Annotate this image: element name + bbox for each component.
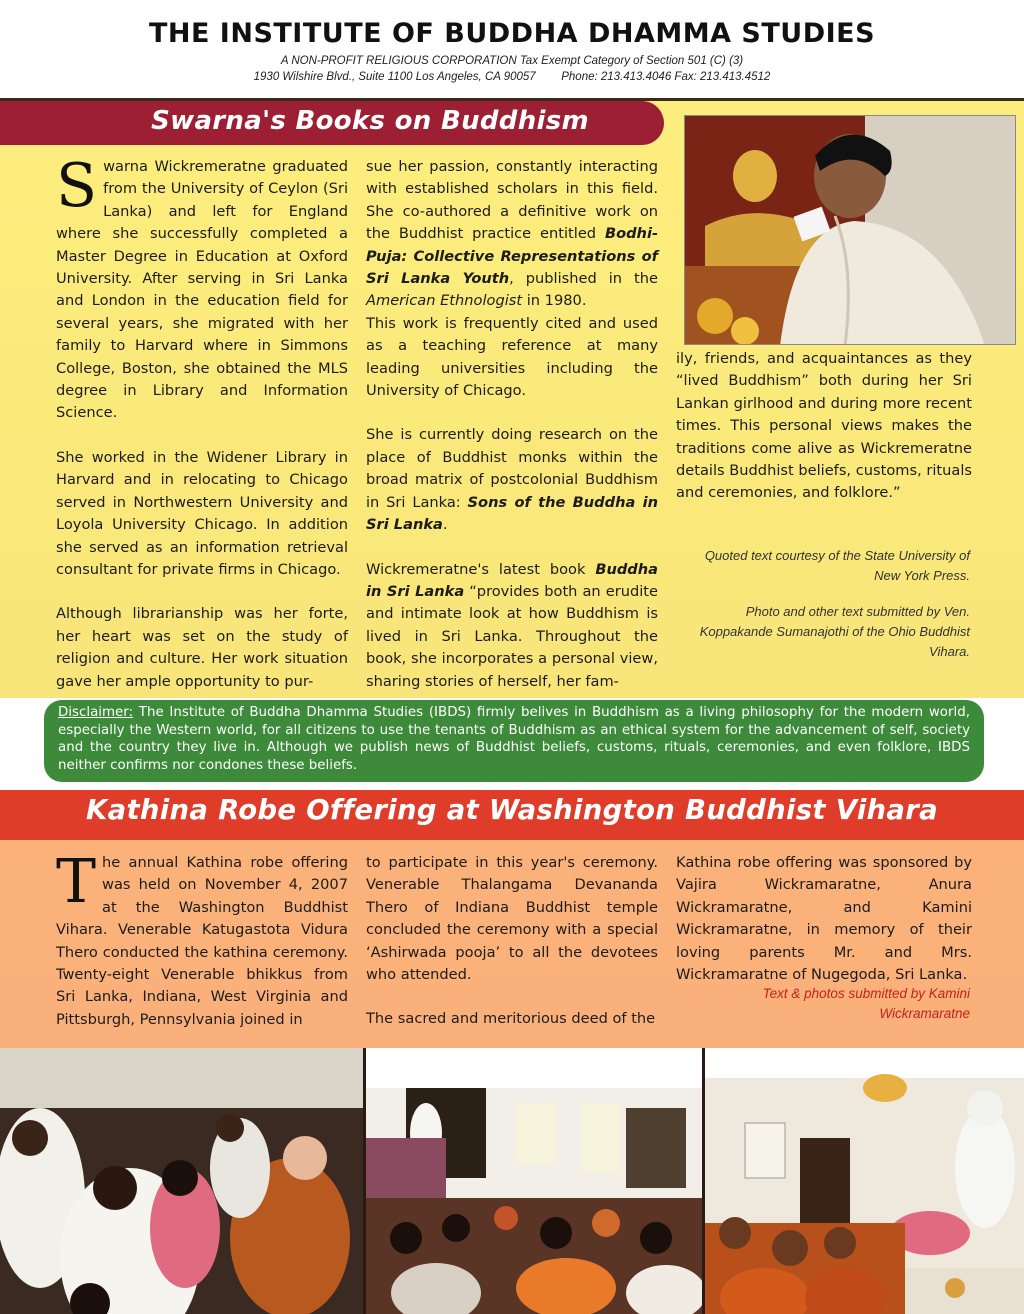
book-title-buddha-in-sri-lanka: Buddha in Sri Lanka [366,560,658,600]
bio-paragraph-7: ily, friends, and acquaintances as they “lived Buddhism” both during her Sri Lankan girlhood and during more recent times. This personal views makes the traditions come alive as Wickremeratne details Buddhist beliefs, customs, rituals and ceremonies, and folklore.” [676,350,972,502]
bio-paragraph-6 [366,559,658,693]
journal-title: American Ethnologist [366,292,523,310]
text-run: , published in the [509,270,658,288]
text-run: She is currently doing research on the place of Buddhist monks within the broad matrix of postcolonial Buddhism in Sri Lanka: [366,426,658,511]
org-address: 1930 Wilshire Blvd., Suite 1100 Los Angeles, CA 90057 [253,71,536,83]
bio-paragraph-1: warna Wickremeratne graduated from the University of Ceylon (Sri Lanka) and left for England where she successfully completed a Master Degree in Education at Oxford University. After serving in Sri Lanka and London in the education field for several years, she migrated with her family to Harvard where in Simmons College, Boston, she obtained the MLS degree in Library and Information Science. [56,158,348,422]
section2-credit: Text & photos submitted by Kamini Wickramaratne [762,986,970,1021]
text-run: . [442,516,448,534]
dropcap-t: T [56,847,97,917]
org-phone: Phone: 213.413.4046 Fax: 213.413.4512 [561,71,771,83]
section2-column-1 [56,847,348,1031]
portrait-photo-illustration [685,116,1016,345]
section1-column-1 [56,151,348,693]
text-run: sue her passion, constantly interacting with established scholars in this field. She co-authored a definitive work on the Buddhist practice entitled [366,158,658,243]
disclaimer-box [44,700,984,782]
kathina-paragraph-2: to participate in this year's ceremony. Venerable Thalangama Devananda Thero of Indiana Buddhist temple concluded the ceremony with a special ‘Ashirwada pooja’ to all the devotees who attended. [366,854,658,984]
dropcap-s: S [56,151,98,221]
org-subtitle: A NON-PROFIT RELIGIOUS CORPORATION Tax Exempt Category of Section 501 (C) (3) [280,55,744,67]
ceremony-photo-devotees [0,1048,363,1314]
book-title-sons-of-buddha: Sons of the Buddha in Sri Lanka [366,493,658,534]
kathina-paragraph-1: he annual Kathina robe offering was held on November 4, 2007 at the Washington Buddhist Vihara. Venerable Katugastota Vidura Thero conducted the kathina ceremony. Twenty-eight Venerable bhikkus from Sri Lanka, Indiana, West Virginia and Pittsburgh, Pennsylvania joined in [56,854,348,1028]
ceremony-photo-monks [705,1048,1024,1314]
text-run: Wickremeratne's latest book [366,560,596,578]
section2-column-2 [366,852,658,1031]
kathina-paragraph-3: The sacred and meritorious deed of the [366,1010,656,1028]
ceremony-photo-devotees-illustration [0,1048,363,1314]
bio-paragraph-3: Although librarianship was her forte, her heart was set on the study of religion and culture. Her work situation gave her ample opportunity to pur- [56,605,348,690]
bio-paragraph-2: She worked in the Widener Library in Harvard and in relocating to Chicago served in Northwestern University and Loyola University Chicago. In addition she served as an information retrieval consultant for private firms in Chicago. [56,448,348,578]
bio-paragraph-4 [366,156,658,402]
org-title: THE INSTITUTE OF BUDDHA DHAMMA STUDIES [148,18,876,49]
section1-column-2 [366,156,658,693]
section1-column-3 [676,348,972,505]
portrait-photo [684,115,1016,345]
book-title-bodhi-puja: Bodhi-Puja: Collective Representations of Sri Lanka Youth [366,225,658,288]
disclaimer-label: Disclaimer: [58,705,134,720]
section2-column-3 [676,852,972,986]
text-run: “provides both an erudite and intimate look at how Buddhism is lived in Sri Lanka. Throughout the book, she incorporates a personal view, sharing stories of herself, her fam- [366,582,658,690]
bio-paragraph-5 [366,424,658,536]
text-run: in 1980. [522,292,587,310]
section1-credits [690,546,970,662]
text-run: This work is frequently cited and used as a teaching reference at many leading universities including the University of Chicago. [366,314,658,400]
disclaimer-text: The Institute of Buddha Dhamma Studies (IBDS) firmly belives in Buddhism as a living philosophy for the modern world, especially the Western world, for all citizens to use the tenants of Buddhism as an ethical system for the advancement of self, society and the country they live in. Although we publish news of Buddhist beliefs, customs, rituals, ceremonies, and even folklore, IBDS neither confirms nor condones these beliefs. [58,705,970,773]
ceremony-photo-hall-illustration [366,1048,702,1314]
photo-credit: Photo and other text submitted by Ven. Koppakande Sumanajothi of the Ohio Buddhist Vihara. [699,604,970,659]
masthead [0,0,1024,101]
ceremony-photo-monks-illustration [705,1048,1024,1314]
section2-title: Kathina Robe Offering at Washington Buddhist Vihara [85,794,939,826]
quote-credit: Quoted text courtesy of the State University of New York Press. [704,548,970,583]
ceremony-photo-hall [366,1048,702,1314]
kathina-paragraph-4: Kathina robe offering was sponsored by Vajira Wickramaratne, Anura Wickramaratne, and Kamini Wickramaratne, in memory of their loving parents Mr. and Mrs. Wickramaratne of Nugegoda, Sri Lanka. [676,854,972,984]
section1-title: Swarna's Books on Buddhism [151,106,589,136]
org-contact [0,71,1024,83]
